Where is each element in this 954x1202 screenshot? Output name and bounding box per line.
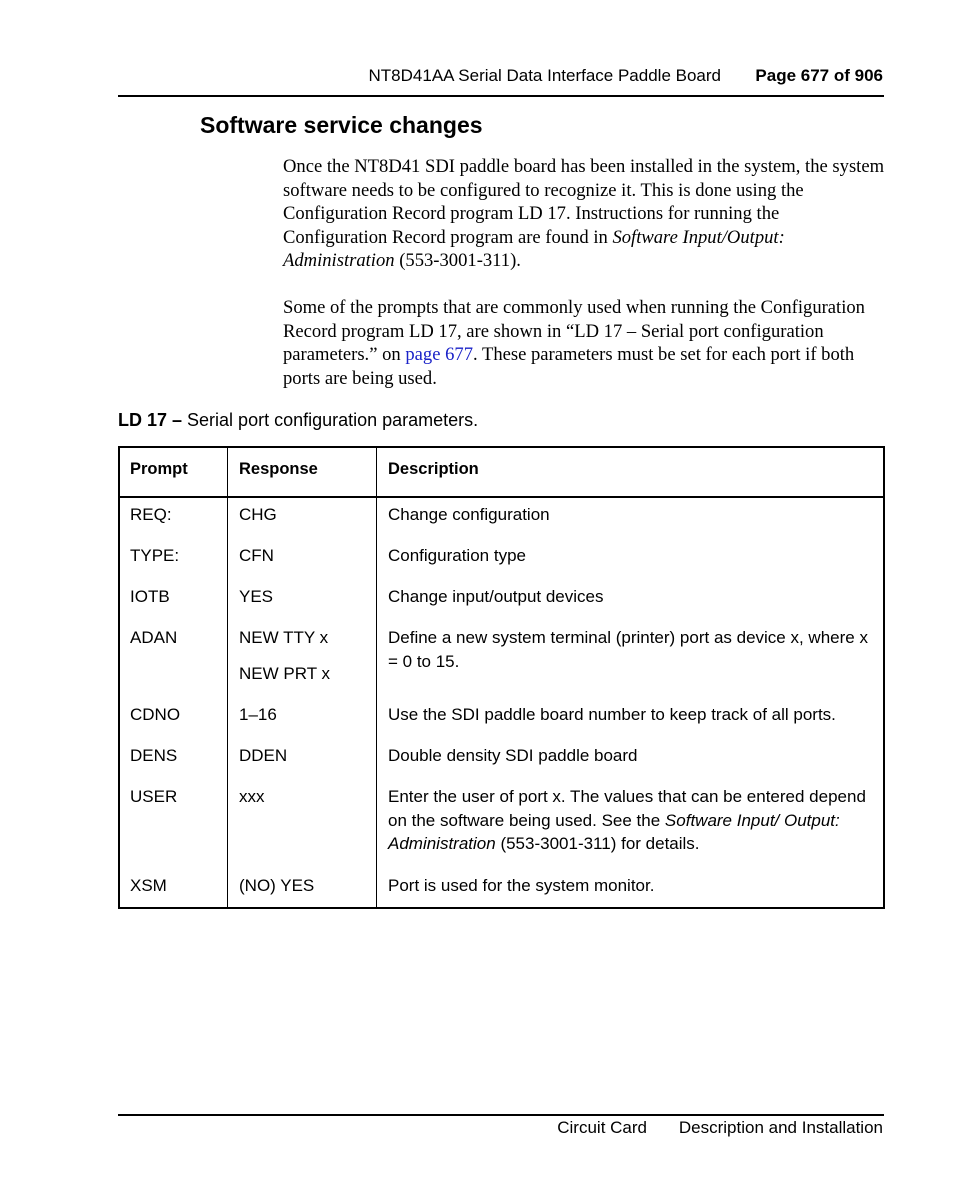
paragraph-2-text-b: . These parameters must be set for each port if both ports are being used. xyxy=(283,344,855,389)
column-divider xyxy=(376,448,377,907)
section-title: Software service changes xyxy=(200,112,483,138)
page-link[interactable]: page 677 xyxy=(405,344,473,365)
config-table xyxy=(118,446,885,909)
cell-response: CHG xyxy=(239,505,277,524)
cell-description: Double density SDI paddle board xyxy=(388,746,638,765)
header-response: Response xyxy=(239,460,318,478)
cell-response: (NO) YES xyxy=(239,876,315,895)
cell-description: Configuration type xyxy=(388,546,526,565)
paragraph-1-text-a: Once the NT8D41 SDI paddle board has been installed in the system, the system software needs to be configured to recognize it. This is done using the Configuration Record program LD 17. Instructions for running the Configuration Record program are found in xyxy=(283,156,885,248)
footer-rule xyxy=(118,1114,884,1116)
column-divider xyxy=(227,448,228,907)
cell-description: Use the SDI paddle board number to keep track of all ports. xyxy=(388,705,836,724)
cell-response: CFN xyxy=(239,546,274,565)
cell-response: NEW TTY x xyxy=(239,628,329,647)
footer-right: Description and Installation xyxy=(678,1118,883,1137)
header-prompt: Prompt xyxy=(130,460,188,478)
cell-description: Change input/output devices xyxy=(388,587,604,606)
header-divider xyxy=(120,496,883,498)
cell-prompt: DENS xyxy=(130,746,178,765)
paragraph-2-text-a: Some of the prompts that are commonly used when running the Configuration Record program LD 17, are shown in “LD 17 – Serial port configuration parameters.” on xyxy=(283,297,865,365)
paragraph-1 xyxy=(283,155,885,273)
paragraph-2 xyxy=(283,296,885,390)
caption-bold: LD 17 – xyxy=(118,410,183,430)
cell-response: 1–16 xyxy=(239,705,277,724)
cell-prompt: ADAN xyxy=(130,628,178,647)
cell-description-text-b: (553-3001-311) for details. xyxy=(495,834,700,853)
header-description: Description xyxy=(388,460,479,478)
paragraph-1-italic: Software Input/Output: Administration xyxy=(283,226,785,271)
cell-prompt: XSM xyxy=(130,876,167,895)
page-header xyxy=(118,66,884,88)
table-caption xyxy=(118,410,478,431)
cell-response: YES xyxy=(239,587,274,606)
cell-description: Port is used for the system monitor. xyxy=(388,876,655,895)
cell-description-italic: Software Input/ Output: Administration xyxy=(388,810,840,853)
cell-description: Define a new system terminal (printer) port as device x, where x = 0 to 15. xyxy=(388,628,868,671)
cell-response: xxx xyxy=(239,787,265,806)
cell-response-secondary: NEW PRT x xyxy=(239,664,330,683)
footer-left: Circuit Card xyxy=(557,1118,647,1137)
cell-prompt: IOTB xyxy=(130,587,170,606)
header-rule xyxy=(118,95,884,97)
paragraph-1-text-b: (553-3001-311). xyxy=(394,250,521,271)
cell-description: Change configuration xyxy=(388,505,550,524)
header-doc-title: NT8D41AA Serial Data Interface Paddle Board xyxy=(368,66,721,85)
page-footer xyxy=(118,1118,884,1140)
cell-description xyxy=(388,785,878,856)
cell-prompt: USER xyxy=(130,787,178,806)
cell-prompt: REQ: xyxy=(130,505,172,524)
caption-text: Serial port configuration parameters. xyxy=(182,410,479,430)
cell-response: DDEN xyxy=(239,746,288,765)
cell-prompt: TYPE: xyxy=(130,546,180,565)
cell-description-text-a: Enter the user of port x. The values that can be entered depend on the software being used. See the xyxy=(388,787,866,830)
cell-prompt: CDNO xyxy=(130,705,181,724)
header-page-number: Page 677 of 906 xyxy=(755,66,883,85)
